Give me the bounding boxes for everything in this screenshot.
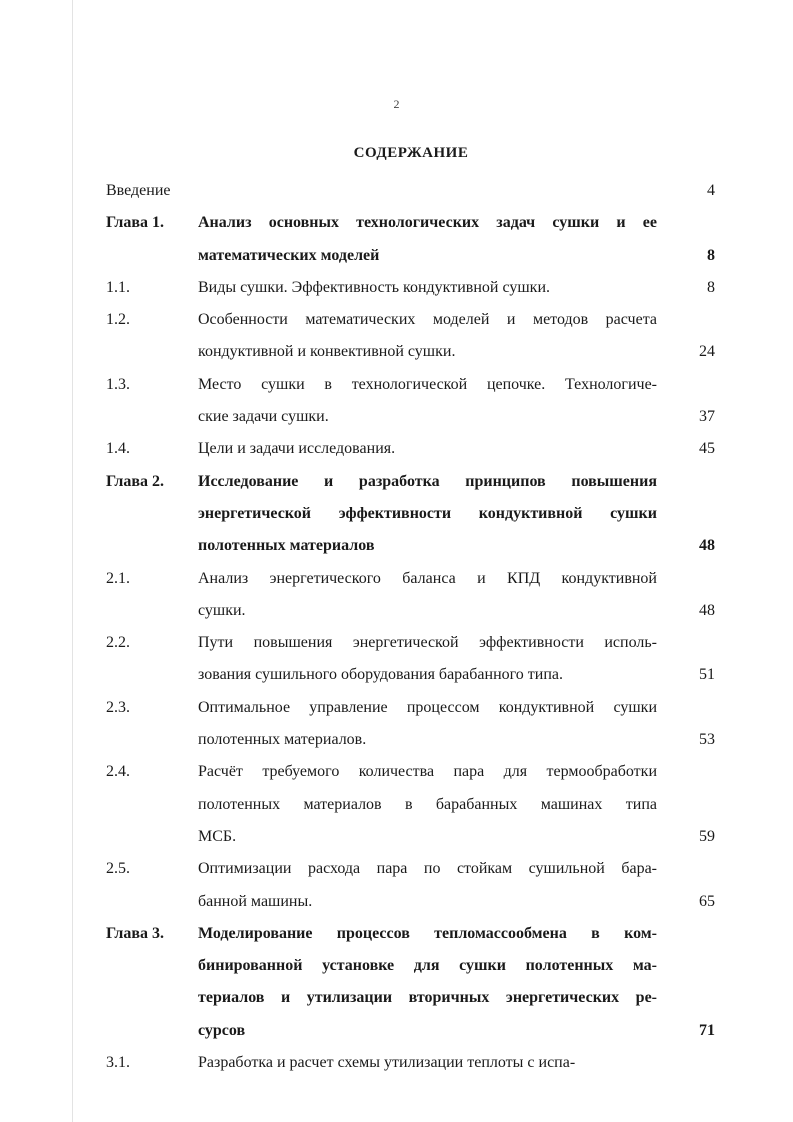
toc-section-entry: [0, 756, 793, 853]
toc-row: [0, 821, 793, 853]
toc-section-entry: [0, 627, 793, 692]
toc-section-entry: [0, 692, 793, 757]
toc-entry-text: бинированной установке для сушки полотенных ма-: [198, 957, 657, 975]
toc-section-entry: [0, 369, 793, 434]
toc-row: [0, 692, 793, 724]
toc-row: [0, 659, 793, 691]
toc-row: [0, 304, 793, 336]
toc-entry-text: МСБ.: [198, 827, 237, 845]
toc-entry-text: энергетической эффективности кондуктивной сушки: [198, 504, 657, 522]
toc-section-entry: [0, 304, 793, 369]
toc-entry-text: банной машины.: [198, 892, 313, 910]
page-number: 2: [393, 97, 400, 111]
toc-row: [0, 756, 793, 788]
toc-row: [0, 336, 793, 368]
toc-section-entry: [0, 272, 793, 304]
toc-entry-text: ские задачи сушки.: [198, 408, 329, 426]
toc-chapter-entry: [0, 918, 793, 1047]
toc-entry-text: полотенных материалов в барабанных машинах типа: [198, 795, 657, 813]
toc-row: [0, 433, 793, 465]
toc-row: [0, 1047, 793, 1079]
toc-entry-text: териалов и утилизации вторичных энергетических ре-: [198, 989, 657, 1007]
toc-entry-number: Глава 2.: [106, 472, 164, 490]
toc-row: [0, 240, 793, 272]
toc-entry-text: полотенных материалов: [198, 537, 375, 555]
toc-page-number: 8: [707, 278, 715, 296]
toc-chapter-entry: [0, 466, 793, 563]
toc-entry-number: 1.3.: [106, 375, 130, 393]
toc-entry-text: Введение: [106, 182, 171, 199]
toc-page-number: 48: [699, 537, 715, 555]
toc-row: [0, 272, 793, 304]
toc-entry-text: Место сушки в технологической цепочке. Технологиче-: [198, 375, 657, 393]
toc-row: [0, 466, 793, 498]
toc-entry-text: Виды сушки. Эффективность кондуктивной сушки.: [198, 278, 551, 296]
toc-row: [0, 563, 793, 595]
toc-row: [0, 1015, 793, 1047]
toc-entry-text: математических моделей: [198, 246, 380, 264]
toc-page-number: 51: [699, 666, 715, 684]
toc-page-number: 37: [699, 408, 715, 426]
toc-entry-text: сушки.: [198, 601, 246, 619]
toc-entry-number: Глава 1.: [106, 214, 164, 232]
toc-page-number: 53: [699, 731, 715, 749]
toc-title: СОДЕРЖАНИЕ: [353, 145, 469, 161]
toc-row: [0, 950, 793, 982]
toc-entry-number: 2.5.: [106, 860, 130, 878]
toc-page-number: 4: [707, 182, 715, 199]
toc-row: [0, 627, 793, 659]
toc-section-entry: [0, 1047, 793, 1079]
toc-entry-number: Глава 3.: [106, 924, 164, 942]
toc-row: [0, 207, 793, 239]
toc-entry-number: 3.1.: [106, 1054, 130, 1072]
toc-row: [0, 789, 793, 821]
toc-entry-text: Особенности математических моделей и методов расчета: [198, 311, 657, 329]
toc-row: [0, 369, 793, 401]
toc-entry-text: Моделирование процессов тепломассообмена в ком-: [198, 924, 657, 942]
toc-entry-text: сурсов: [198, 1021, 246, 1039]
toc-entry-text: Цели и задачи исследования.: [198, 440, 396, 458]
toc-entry-text: Исследование и разработка принципов повышения: [198, 472, 657, 490]
toc-entry-text: Оптимизации расхода пара по стойкам сушильной бара-: [198, 860, 657, 878]
toc-entry-number: 1.2.: [106, 311, 130, 329]
toc-row: [0, 724, 793, 756]
toc-entry-text: кондуктивной и конвективной сушки.: [198, 343, 456, 361]
toc-row: [0, 982, 793, 1014]
toc-row: [0, 530, 793, 562]
toc-entry-text: Оптимальное управление процессом кондуктивной сушки: [198, 698, 657, 716]
toc-entry-number: 2.3.: [106, 698, 130, 716]
toc-entry-number: 2.1.: [106, 569, 130, 587]
toc-page-number: 45: [699, 440, 715, 458]
toc-page-number: 71: [699, 1021, 715, 1039]
toc-page-number: 24: [699, 343, 715, 361]
toc-row: [0, 498, 793, 530]
table-of-contents: [0, 175, 793, 1079]
toc-entry-number: 1.1.: [106, 278, 130, 296]
toc-row: [0, 886, 793, 918]
toc-row: [0, 175, 793, 207]
toc-entry-number: 1.4.: [106, 440, 130, 458]
toc-section-entry: [0, 433, 793, 465]
toc-page-number: 65: [699, 892, 715, 910]
toc-entry-text: Разработка и расчет схемы утилизации теплоты с испа-: [198, 1054, 576, 1072]
toc-section-entry: [0, 853, 793, 918]
toc-row: [0, 595, 793, 627]
toc-intro-entry: [0, 175, 793, 207]
toc-page-number: 8: [707, 246, 715, 264]
toc-row: [0, 853, 793, 885]
toc-entry-text: зования сушильного оборудования барабанного типа.: [198, 666, 564, 684]
toc-page-number: 59: [699, 827, 715, 845]
toc-entry-text: полотенных материалов.: [198, 731, 367, 749]
toc-entry-number: 2.4.: [106, 763, 130, 781]
toc-entry-text: Анализ энергетического баланса и КПД кондуктивной: [198, 569, 657, 587]
toc-entry-number: 2.2.: [106, 634, 130, 652]
toc-section-entry: [0, 563, 793, 628]
toc-entry-text: Расчёт требуемого количества пара для термообработки: [198, 763, 657, 781]
toc-row: [0, 401, 793, 433]
toc-row: [0, 918, 793, 950]
toc-entry-text: Пути повышения энергетической эффективности исполь-: [198, 634, 657, 652]
toc-chapter-entry: [0, 207, 793, 272]
toc-entry-text: Анализ основных технологических задач сушки и ее: [198, 214, 657, 232]
toc-page-number: 48: [699, 601, 715, 619]
